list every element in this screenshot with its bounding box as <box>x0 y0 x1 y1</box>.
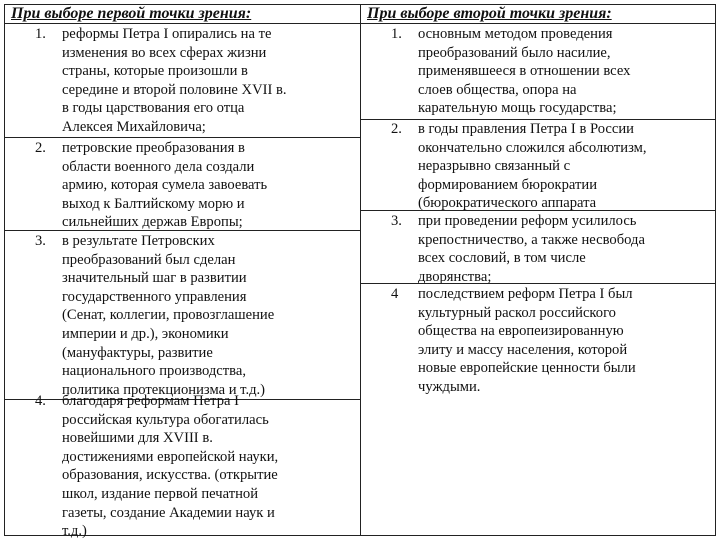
item-text: реформы Петра I опирались на те изменения во всех сферах жизни страны, которые произошли в середине и второй половине XVII в. в годы царствования его отца Алексея Михайловича; <box>62 26 287 135</box>
item-text: при проведении реформ усилилось крепостничество, а также несвобода всех сословий, в том числе дворянства; <box>418 213 645 285</box>
item-text: благодаря реформам Петра I российская культура обогатилась новейшими для XVIII в. достижениями европейской науки, образования, искусства. (открытие школ, издание первой печатной газеты, создание Академии наук и т.д.) <box>62 393 279 540</box>
list-item <box>5 392 360 541</box>
row-divider <box>5 230 360 231</box>
item-text: последствием реформ Петра I был культурный раскол российского общества на европеизированную элиту и массу населения, которой новые европейские ценности были чуждыми. <box>418 286 636 395</box>
item-number: 4. <box>35 393 46 409</box>
comparison-table <box>4 4 716 540</box>
list-item <box>361 25 715 118</box>
item-text: основным методом проведения преобразований было насилие, применявшееся в отношении всех слоев общества, опора на карательную мощь государства; <box>418 26 631 117</box>
list-item <box>5 232 360 399</box>
list-item <box>5 139 360 232</box>
item-text: в годы правления Петра I в России окончательно сложился абсолютизм, неразрывно связанный с формированием бюрократии (бюрократического аппарата <box>418 121 647 212</box>
item-number: 1. <box>391 26 402 42</box>
second-viewpoint-column <box>361 5 715 535</box>
row-divider <box>5 137 360 138</box>
row-divider <box>361 283 715 284</box>
item-text: в результате Петровских преобразований был сделан значительный шаг в развитии государственного управления (Сенат, коллегии, провозглашение империи и др.), экономики (мануфактуры, развитие национального производства, политика протекционизма и т.д.) <box>62 233 275 398</box>
item-number: 2. <box>391 121 402 137</box>
first-viewpoint-column <box>5 5 361 540</box>
row-divider <box>361 210 715 211</box>
list-item <box>361 212 715 286</box>
first-viewpoint-header: При выборе первой точки зрения: <box>5 5 360 24</box>
item-number: 2. <box>35 140 46 156</box>
item-number: 4 <box>391 286 399 302</box>
item-text: петровские преобразования в области военного дела создали армию, которая сумела завоевать выход к Балтийскому морю и сильнейших держав Европы; <box>62 140 268 231</box>
item-number: 3. <box>35 233 46 249</box>
second-viewpoint-header: При выборе второй точки зрения: <box>361 5 715 24</box>
item-number: 3. <box>391 213 402 229</box>
item-number: 1. <box>35 26 46 42</box>
list-item <box>5 25 360 137</box>
list-item <box>361 285 715 397</box>
list-item <box>361 120 715 213</box>
